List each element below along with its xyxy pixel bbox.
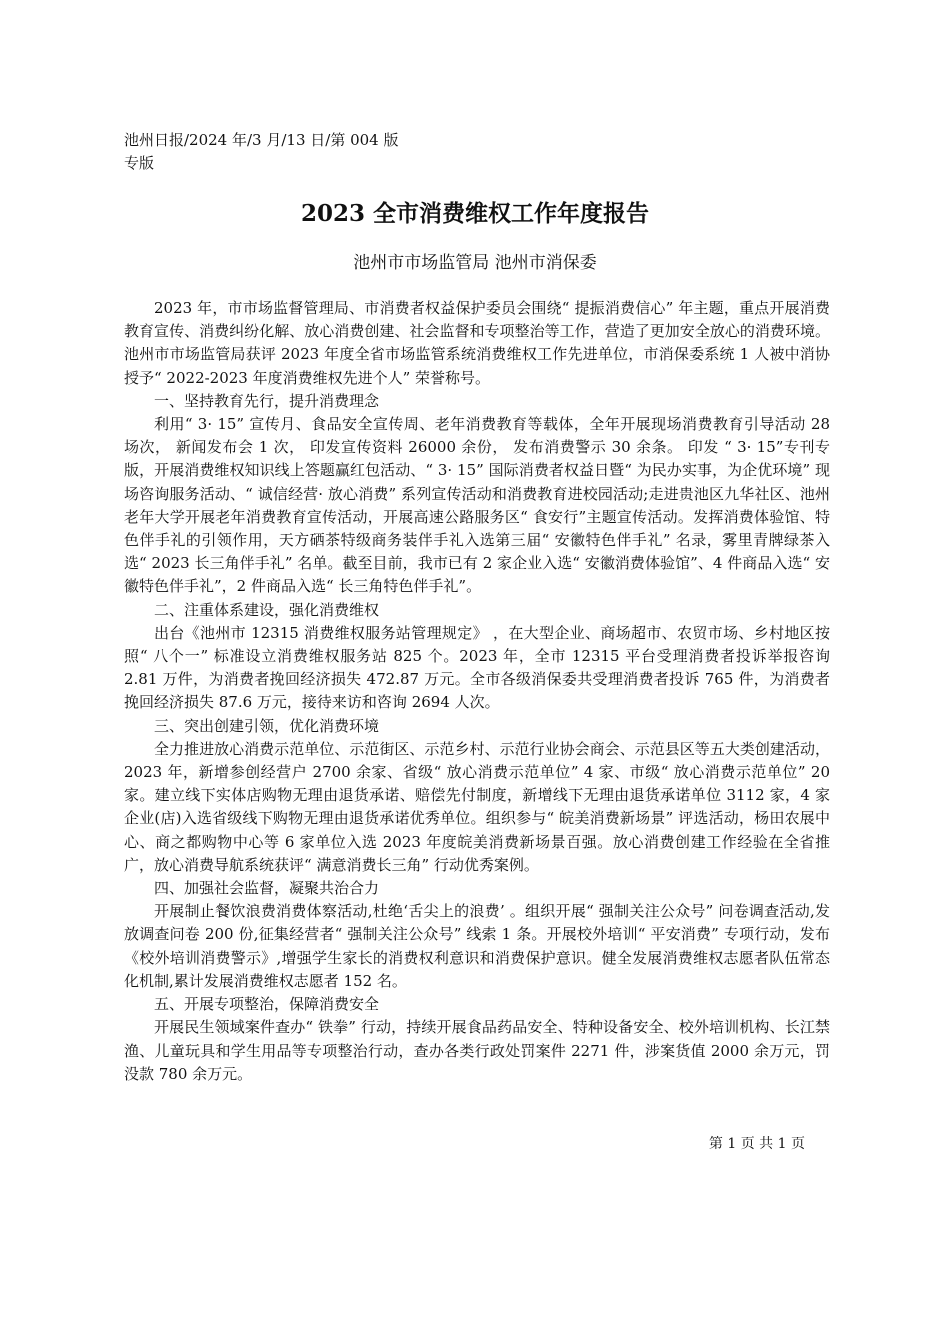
section-paragraph-1: 利用“ 3· 15” 宣传月、食品安全宣传周、老年消费教育等载体，全年开展现场消费教育引导活动 28 场次， 新闻发布会 1 次， 印发宣传资料 26000 余份， 发布消费警示 30 余条。 印发 “ 3· 15”专刊专版，开展消费维权知识线上答题赢红包活动、“ 3· 15” 国际消费者权益日暨“ 为民办实事，为企优环境” 现场咨询服务活动、“ 诚信经营· 放心消费” 系列宣传活动和消费教育进校园活动;走进贵池区九华社区、池州老年大学开展老年消费教育宣传活动，开展高速公路服务区“ 食安行”主题宣传活动。发挥消费体验馆、特色伴手礼的引领作用，天方硒茶特级商务装伴手礼入选第三届“ 安徽特色伴手礼” 名录，雾里青牌绿茶入选“ 2023 长三角伴手礼” 名单。截至目前，我市已有 2 家企业入选“ 安徽消费体验馆”、4 件商品入选“ 安徽特色伴手礼”，2 件商品入选“ 长三角特色伴手礼”。 (124, 415, 830, 596)
section-heading-2: 二、注重体系建设，强化消费维权 (154, 600, 380, 619)
section-heading-1: 一、坚持教育先行，提升消费理念 (154, 391, 380, 410)
section-heading-3: 三、突出创建引领，优化消费环境 (154, 716, 380, 735)
section-paragraph-2: 出台《池州市 12315 消费维权服务站管理规定》 ，在大型企业、商场超市、农贸市场、乡村地区按照“ 八个一” 标准设立消费维权服务站 825 个。2023 年，全市 12315 平台受理消费者投诉举报咨询 2.81 万件，为消费者挽回经济损失 472.87 万元。全市各级消保委共受理消费者投诉 765 件，为消费者挽回经济损失 87.6 万元，接待来访和咨询 2694 人次。 (124, 623, 830, 712)
intro-paragraph: 2023 年，市市场监督管理局、市消费者权益保护委员会围绕“ 提振消费信心” 年主题，重点开展消费教育宣传、消费纠纷化解、放心消费创建、社会监督和专项整治等工作，营造了更加安全放心的消费环境。池州市市场监管局获评 2023 年度全省市场监管系统消费维权工作先进单位，市消保委系统 1 人被中消协授予“ 2022-2023 年度消费维权先进个人” 荣誉称号。 (124, 299, 830, 387)
authors-line: 池州市市场监管局 池州市消保委 (353, 253, 597, 273)
article-body (124, 297, 830, 1086)
page-number: 第 1 页 共 1 页 (708, 1136, 805, 1152)
section-heading-4: 四、加强社会监督，凝聚共治合力 (154, 879, 380, 898)
section-paragraph-3: 全力推进放心消费示范单位、示范街区、示范乡村、示范行业协会商会、示范县区等五大类创建活动，2023 年，新增参创经营户 2700 余家、省级“ 放心消费示范单位” 4 家、市级“ 放心消费示范单位” 20 家。建立线下实体店购物无理由退货承诺、赔偿先付制度，新增线下无理由退货承诺单位 3112 家，4 家企业(店)入选省级线下购物无理由退货承诺优秀单位。组织参与“ 皖美消费新场景” 评选活动，杨田农展中心、商之都购物中心等 6 家单位入选 2023 年度皖美消费新场景百强。放心消费创建工作经验在全省推广，放心消费导航系统获评“ 满意消费长三角” 行动优秀案例。 (124, 739, 830, 874)
source-line: 池州日报/2024 年/3 月/13 日/第 004 版专版 (124, 131, 399, 172)
section-paragraph-4: 开展制止餐饮浪费消费体察活动,杜绝‘舌尖上的浪费’ 。组织开展“ 强制关注公众号” 问卷调查活动,发放调查问卷 200 份,征集经营者“ 强制关注公众号” 线索 1 条。开展校外培训“ 平安消费” 专项行动，发布《校外培训消费警示》,增强学生家长的消费权利意识和消费保护意识。健全发展消费维权志愿者队伍常态化机制,累计发展消费维权志愿者 152 名。 (124, 902, 830, 990)
section-paragraph-5: 开展民生领域案件查办“ 铁拳” 行动，持续开展食品药品安全、特种设备安全、校外培训机构、长江禁渔、儿童玩具和学生用品等专项整治行动，查办各类行政处罚案件 2271 件，涉案货值 2000 余万元，罚没款 780 余万元。 (124, 1018, 830, 1083)
section-heading-5: 五、开展专项整治，保障消费安全 (154, 995, 380, 1014)
page-title: 2023 全市消费维权工作年度报告 (300, 200, 650, 227)
